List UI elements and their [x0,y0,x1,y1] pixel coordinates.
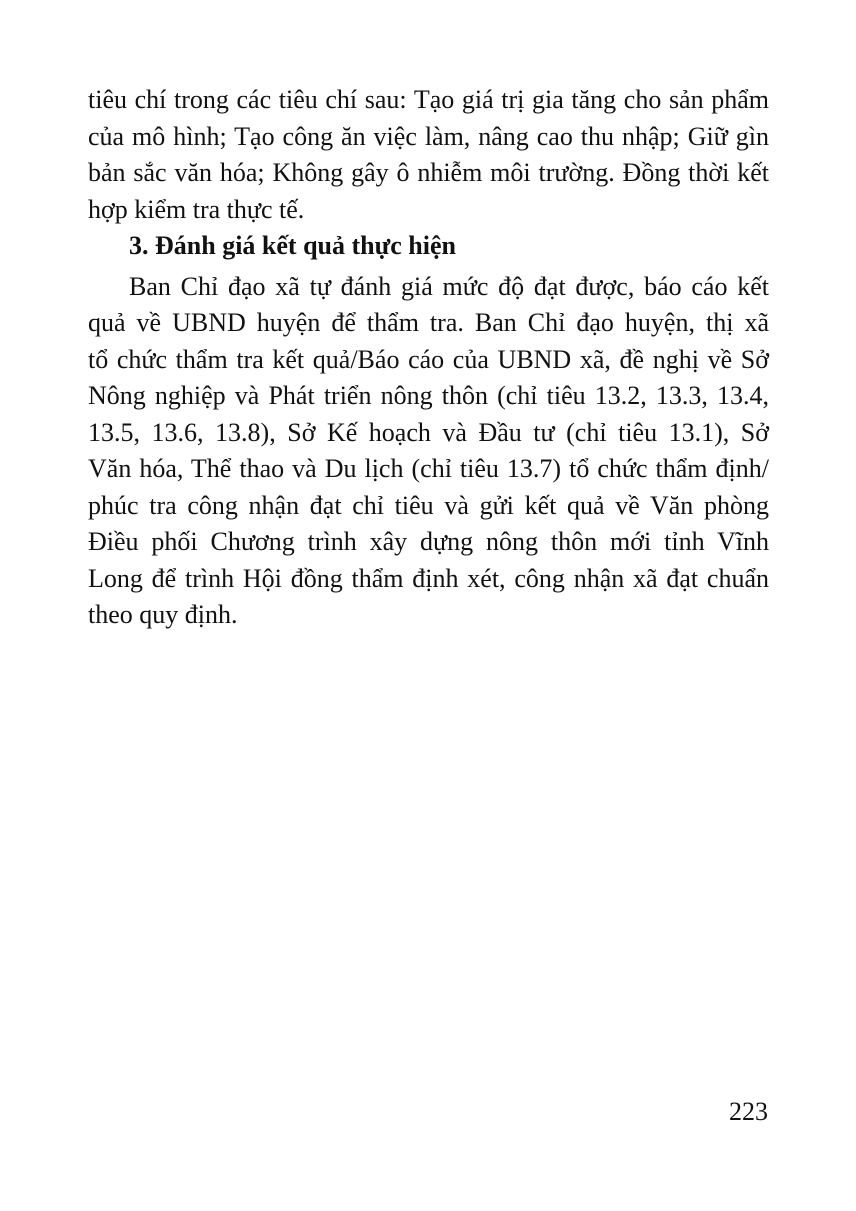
paragraph-continued [88,82,769,228]
text-line: phúc tra công nhận đạt chỉ tiêu và gửi kết quả về Văn phòng [88,490,769,520]
text-line: quả về UBND huyện để thẩm tra. Ban Chỉ đạo huyện, thị xã [88,308,769,337]
text-line: của mô hình; Tạo công ăn việc làm, nâng cao thu nhập; Giữ gìn [88,121,769,151]
text-line: Nông nghiệp và Phát triển nông thôn (chỉ tiêu 13.2, 13.3, 13.4, [88,381,769,410]
text-line: 13.5, 13.6, 13.8), Sở Kế hoạch và Đầu tư (chỉ tiêu 13.1), Sở [88,417,769,447]
text-line: bản sắc văn hóa; Không gây ô nhiễm môi trường. Đồng thời kết [88,158,769,187]
text-line: Long để trình Hội đồng thẩm định xét, công nhận xã đạt chuẩn [88,563,769,593]
paragraph-results [88,269,769,634]
document-page [88,82,769,634]
section-heading: 3. Đánh giá kết quả thực hiện [129,231,456,260]
text-line: theo quy định. [88,600,238,629]
text-line: tổ chức thẩm tra kết quả/Báo cáo của UBND xã, đề nghị về Sở [88,344,769,374]
page-number: 223 [729,1097,768,1126]
text-line: tiêu chí trong các tiêu chí sau: Tạo giá trị gia tăng cho sản phẩm [88,85,769,114]
text-line: Điều phối Chương trình xây dựng nông thôn mới tỉnh Vĩnh [88,527,769,556]
text-line: hợp kiểm tra thực tế. [88,194,305,224]
text-line: Văn hóa, Thể thao và Du lịch (chỉ tiêu 13.7) tổ chức thẩm định/ [88,454,769,483]
text-line: Ban Chỉ đạo xã tự đánh giá mức độ đạt được, báo cáo kết [129,271,769,301]
